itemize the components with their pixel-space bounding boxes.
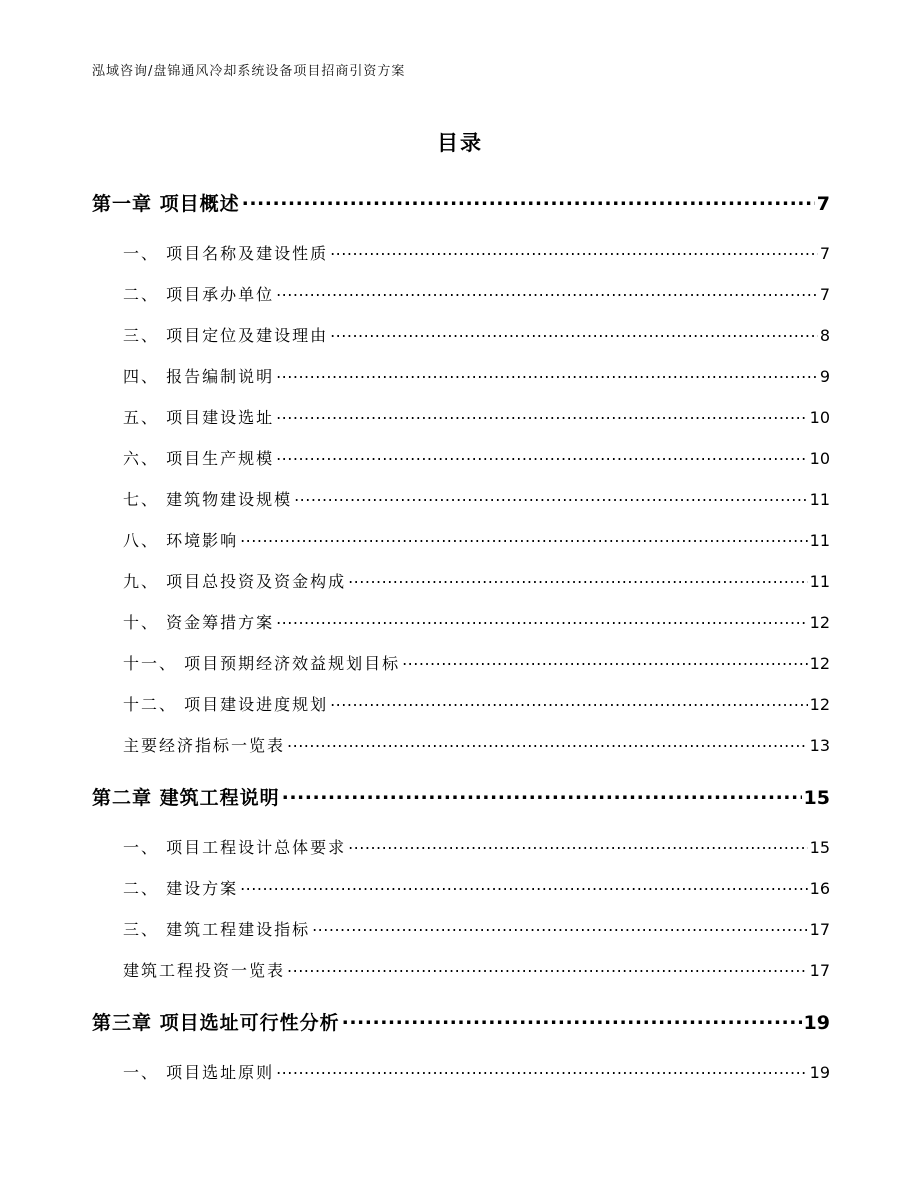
toc-chapter-entry[interactable] <box>92 189 830 216</box>
toc-entry-label: 四、 报告编制说明 <box>123 367 275 386</box>
toc-entry-page-number: 11 <box>809 490 830 509</box>
toc-section-entry[interactable] <box>123 528 830 551</box>
toc-section-entry[interactable] <box>123 1060 830 1083</box>
dot-leader <box>242 189 815 210</box>
toc-section-entry[interactable] <box>123 241 830 264</box>
toc-entry-label: 八、 环境影响 <box>123 531 239 550</box>
dot-leader <box>240 528 808 546</box>
toc-entry-label: 三、 建筑工程建设指标 <box>123 920 311 939</box>
toc-entry-label: 主要经济指标一览表 <box>123 736 286 755</box>
dot-leader <box>348 835 808 853</box>
toc-section-entry[interactable] <box>123 323 830 346</box>
dot-leader <box>330 241 818 259</box>
toc-entry-label: 建筑工程投资一览表 <box>123 961 286 980</box>
dot-leader <box>342 1008 802 1029</box>
dot-leader <box>330 692 808 710</box>
toc-section-entry[interactable] <box>123 651 830 674</box>
dot-leader <box>348 569 808 587</box>
toc-entry-label: 二、 项目承办单位 <box>123 285 275 304</box>
toc-section-entry[interactable] <box>123 364 830 387</box>
toc-entry-label: 九、 项目总投资及资金构成 <box>123 572 347 591</box>
toc-entry-page-number: 10 <box>809 449 830 468</box>
toc-entry-page-number: 7 <box>816 193 830 215</box>
toc-entry-label: 七、 建筑物建设规模 <box>123 490 293 509</box>
toc-entry-label: 第二章 建筑工程说明 <box>92 787 280 809</box>
toc-entry-page-number: 13 <box>809 736 830 755</box>
toc-section-entry[interactable] <box>123 876 830 899</box>
toc-entry-label: 五、 项目建设选址 <box>123 408 275 427</box>
toc-section-entry[interactable] <box>123 282 830 305</box>
dot-leader <box>240 876 808 894</box>
toc-section-entry[interactable] <box>123 446 830 469</box>
dot-leader <box>287 733 808 751</box>
toc-entry-page-number: 8 <box>819 326 830 345</box>
toc-entry-label: 一、 项目名称及建设性质 <box>123 244 329 263</box>
toc-entry-page-number: 19 <box>803 1012 830 1034</box>
toc-entry-page-number: 16 <box>809 879 830 898</box>
dot-leader <box>330 323 818 341</box>
toc-section-entry[interactable] <box>123 733 830 756</box>
dot-leader <box>276 610 808 628</box>
toc-entry-page-number: 10 <box>809 408 830 427</box>
running-header: 泓域咨询/盘锦通风冷却系统设备项目招商引资方案 <box>92 64 406 79</box>
toc-section-entry[interactable] <box>123 610 830 633</box>
dot-leader <box>276 282 818 300</box>
toc-entry-label: 三、 项目定位及建设理由 <box>123 326 329 345</box>
toc-entry-page-number: 7 <box>819 285 830 304</box>
toc-entry-page-number: 11 <box>809 572 830 591</box>
toc-section-entry[interactable] <box>123 569 830 592</box>
dot-leader <box>294 487 808 505</box>
toc-entry-page-number: 17 <box>809 961 830 980</box>
dot-leader <box>402 651 808 669</box>
toc-section-entry[interactable] <box>123 692 830 715</box>
toc-entry-label: 十、 资金筹措方案 <box>123 613 275 632</box>
toc-entry-label: 十一、 项目预期经济效益规划目标 <box>123 654 401 673</box>
toc-entry-page-number: 12 <box>809 695 830 714</box>
toc-chapter-entry[interactable] <box>92 1008 830 1035</box>
dot-leader <box>287 958 808 976</box>
toc-section-entry[interactable] <box>123 958 830 981</box>
toc-entry-page-number: 15 <box>809 838 830 857</box>
toc-entry-page-number: 7 <box>819 244 830 263</box>
toc-entry-page-number: 11 <box>809 531 830 550</box>
toc-section-entry[interactable] <box>123 405 830 428</box>
toc-entry-label: 一、 项目选址原则 <box>123 1063 275 1082</box>
dot-leader <box>276 1060 808 1078</box>
dot-leader <box>276 446 808 464</box>
toc-entry-page-number: 9 <box>819 367 830 386</box>
toc-entry-label: 二、 建设方案 <box>123 879 239 898</box>
toc-section-entry[interactable] <box>123 917 830 940</box>
toc-entry-label: 六、 项目生产规模 <box>123 449 275 468</box>
dot-leader <box>282 783 802 804</box>
toc-entry-page-number: 15 <box>803 787 830 809</box>
toc-entry-label: 第一章 项目概述 <box>92 193 240 215</box>
toc-section-entry[interactable] <box>123 487 830 510</box>
dot-leader <box>276 364 818 382</box>
toc-entry-label: 一、 项目工程设计总体要求 <box>123 838 347 857</box>
toc-entry-page-number: 12 <box>809 654 830 673</box>
toc-entry-label: 第三章 项目选址可行性分析 <box>92 1012 340 1034</box>
toc-entry-label: 十二、 项目建设进度规划 <box>123 695 329 714</box>
toc-entry-page-number: 12 <box>809 613 830 632</box>
toc-entry-page-number: 19 <box>809 1063 830 1082</box>
dot-leader <box>276 405 808 423</box>
toc-entry-page-number: 17 <box>809 920 830 939</box>
dot-leader <box>312 917 808 935</box>
toc-chapter-entry[interactable] <box>92 783 830 810</box>
page-title: 目录 <box>437 131 483 155</box>
toc-section-entry[interactable] <box>123 835 830 858</box>
